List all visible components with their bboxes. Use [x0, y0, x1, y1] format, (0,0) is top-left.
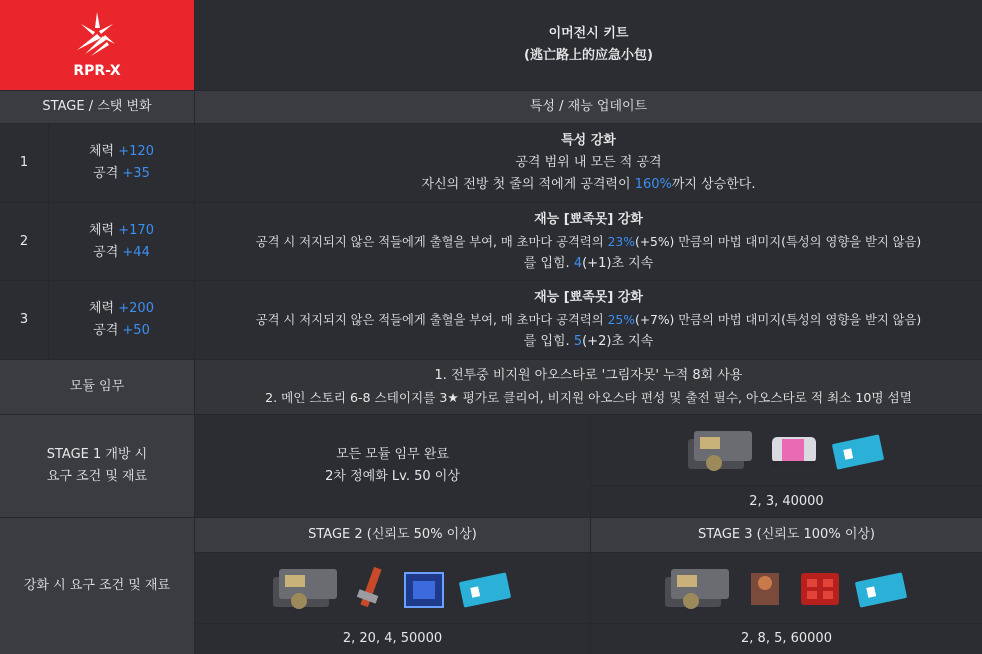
stage2-materials-icons [195, 553, 590, 623]
module-block-icon [766, 425, 822, 475]
title-cell [195, 0, 982, 90]
stage2-header: STAGE 2 (신뢰도 50% 이상) [195, 518, 590, 552]
cube-material-icon [399, 563, 449, 613]
stage-stats: 체력 +170 공격 +44 [49, 203, 194, 280]
module-data-chip-icon [684, 425, 758, 475]
stage2-materials-counts: 2, 20, 4, 50000 [195, 624, 590, 654]
unlock-materials-counts: 2, 3, 40000 [591, 486, 982, 517]
module-task-label: 모듈 임무 [0, 360, 194, 414]
brand-logo-cell [0, 0, 194, 90]
header-left: STAGE / 스탯 변화 [0, 91, 194, 123]
module-subtitle: (逃亡路上的应急小包) [524, 48, 653, 63]
stage-stats: 체력 +200 공격 +50 [49, 281, 194, 359]
module-data-chip-icon [661, 563, 735, 613]
stage-number: 2 [0, 203, 48, 280]
stage3-materials-counts: 2, 8, 5, 60000 [591, 624, 982, 654]
unlock-materials-icons [591, 415, 982, 485]
module-task-content [195, 360, 982, 414]
header-right: 특성 / 재능 업데이트 [195, 91, 982, 123]
stage-stats: 체력 +120 공격 +35 [49, 124, 194, 202]
red-block-material-icon [795, 563, 845, 613]
brand-name: RPR-X [73, 63, 121, 79]
task-2: 2. 메인 스토리 6-8 스테이지를 3★ 평가로 클리어, 비지원 아오스타 편성 및 출전 필수, 아오스타로 적 최소 10명 섬멸 [265, 390, 912, 405]
lmd-ticket-icon [853, 563, 913, 613]
module-title: 이머전시 키트 [548, 26, 629, 41]
stage-upgrade: 특성 강화 공격 범위 내 모든 적 공격 자신의 전방 첫 줄의 적에게 공격력이 160%까지 상승한다. [195, 124, 982, 202]
task-1: 1. 전투중 비지원 아오스타로 '그림자못' 누적 8회 사용 [434, 368, 743, 383]
upgrade-title: 재능 [뾰족못] 강화 [534, 290, 643, 305]
upgrade-label: 강화 시 요구 조건 및 재료 [0, 518, 194, 654]
unlock-label: STAGE 1 개방 시 요구 조건 및 재료 [0, 415, 194, 517]
lmd-ticket-icon [830, 425, 890, 475]
stage-number: 3 [0, 281, 48, 359]
nail-material-icon [351, 563, 391, 613]
stage-upgrade: 재능 [뾰족못] 강화 공격 시 저지되지 않은 적들에게 출혈을 부여, 매 초마다 공격력의 25%(+7%) 만큼의 마법 대미지(특성의 영향을 받지 않음) 를 입힘. 5(+2)초 지속 [195, 281, 982, 359]
gear-material-icon [743, 563, 787, 613]
unlock-conditions: 모든 모듈 임무 완료 2차 정예화 Lv. 50 이상 [195, 415, 590, 517]
rhodes-logo-icon [71, 10, 123, 58]
lmd-ticket-icon [457, 563, 517, 613]
stage3-materials-icons [591, 553, 982, 623]
stage-number: 1 [0, 124, 48, 202]
upgrade-title: 재능 [뾰족못] 강화 [534, 211, 643, 227]
stage-upgrade: 재능 [뾰족못] 강화 공격 시 저지되지 않은 적들에게 출혈을 부여, 매 초마다 공격력의 23%(+5%) 만큼의 마법 대미지(특성의 영향을 받지 않음) 를 입힘. 4(+1)초 지속 [195, 203, 982, 280]
stage3-header: STAGE 3 (신뢰도 100% 이상) [591, 518, 982, 552]
upgrade-title: 특성 강화 [561, 133, 616, 148]
module-data-chip-icon [269, 563, 343, 613]
